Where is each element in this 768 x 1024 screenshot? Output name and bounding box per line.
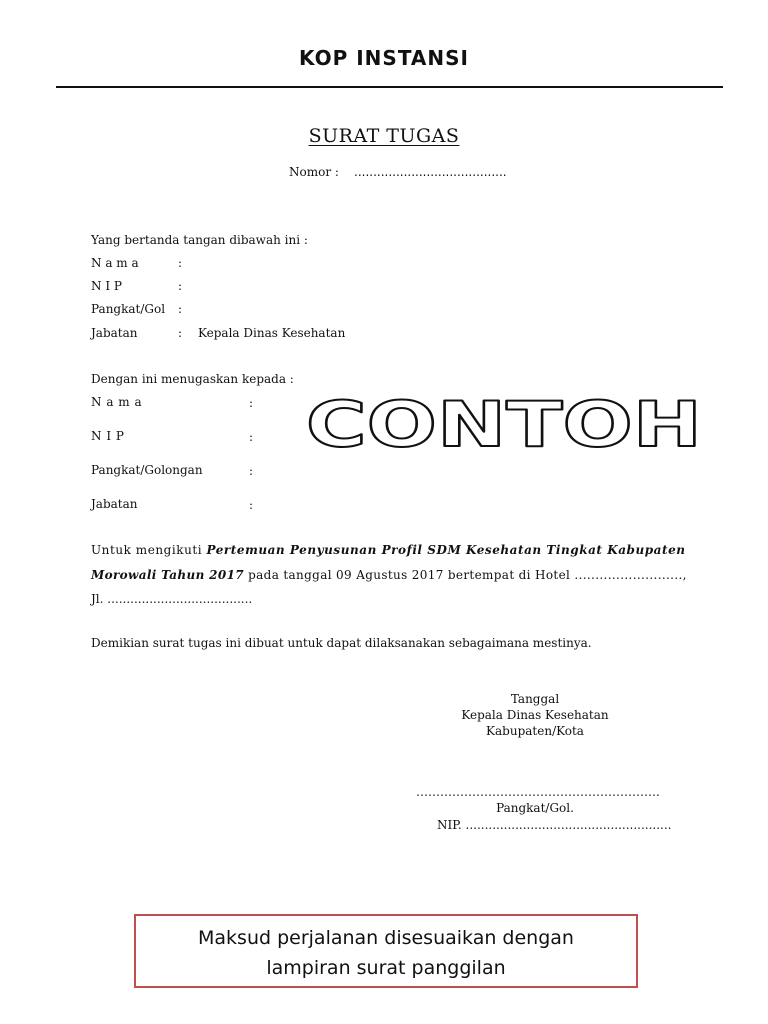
signature-office-2: Kabupaten/Kota [486,724,584,738]
signature-name-line: ……………………………………………………. [416,785,660,799]
note-box [134,914,638,988]
document-title [0,125,768,147]
purpose-line-3: Jl. ...................................... [91,592,253,606]
assign-intro: Dengan ini menugaskan kepada : [91,372,294,386]
assignee-rank-label: Pangkat/Golongan [91,463,203,477]
signer-intro: Yang bertanda tangan dibawah ini : [91,233,308,247]
note-line-1: Maksud perjalanan disesuaikan dengan [198,927,574,949]
nomor-label: Nomor : [289,165,339,179]
signer-position-colon: : [178,326,183,340]
contoh-watermark-text: CONTOH [306,388,702,456]
assignee-rank-colon: : [249,464,254,478]
signature-nip: NIP. ...................................................... [437,818,672,832]
letterhead-rule [56,86,723,88]
signer-rank-colon: : [178,302,183,316]
assignee-name-label: N a m a [91,395,143,409]
contoh-watermark [306,384,706,456]
note-line-2: lampiran surat panggilan [266,957,506,979]
nomor-value: ........................................ [354,165,507,179]
signer-nip-label: N I P [91,279,122,293]
signer-position-label: Jabatan [91,326,138,340]
signer-rank-label: Pangkat/Gol [91,302,166,316]
purpose-line-2 [91,568,687,582]
closing-statement: Demikian surat tugas ini dibuat untuk dapat dilaksanakan sebagaimana mestinya. [91,636,592,650]
purpose-line-1 [91,543,686,557]
signer-name-colon: : [178,256,183,270]
purpose-date-venue: pada tanggal 09 Agustus 2017 bertempat di Hotel .........................., [243,568,687,582]
purpose-event-year: Morowali Tahun 2017 [91,568,244,582]
assignee-position-colon: : [249,498,254,512]
signer-nip-colon: : [178,279,183,293]
signer-name-label: N a m a [91,256,139,270]
purpose-prefix: Untuk mengikuti [91,543,207,557]
document-title-text: SURAT TUGAS [308,125,460,147]
signer-position-value: Kepala Dinas Kesehatan [198,326,346,340]
assignee-name-colon: : [249,396,254,410]
signature-date: Tanggal [510,692,560,706]
signature-office-1: Kepala Dinas Kesehatan [461,708,609,722]
signature-rank: Pangkat/Gol. [496,801,574,815]
letterhead-title: KOP INSTANSI [299,46,469,70]
assignee-nip-label: N I P [91,429,125,443]
assignee-position-label: Jabatan [91,497,138,511]
purpose-event-name: Pertemuan Penyusunan Profil SDM Kesehatan Tingkat Kabupaten [206,543,686,557]
assignee-nip-colon: : [249,430,254,444]
